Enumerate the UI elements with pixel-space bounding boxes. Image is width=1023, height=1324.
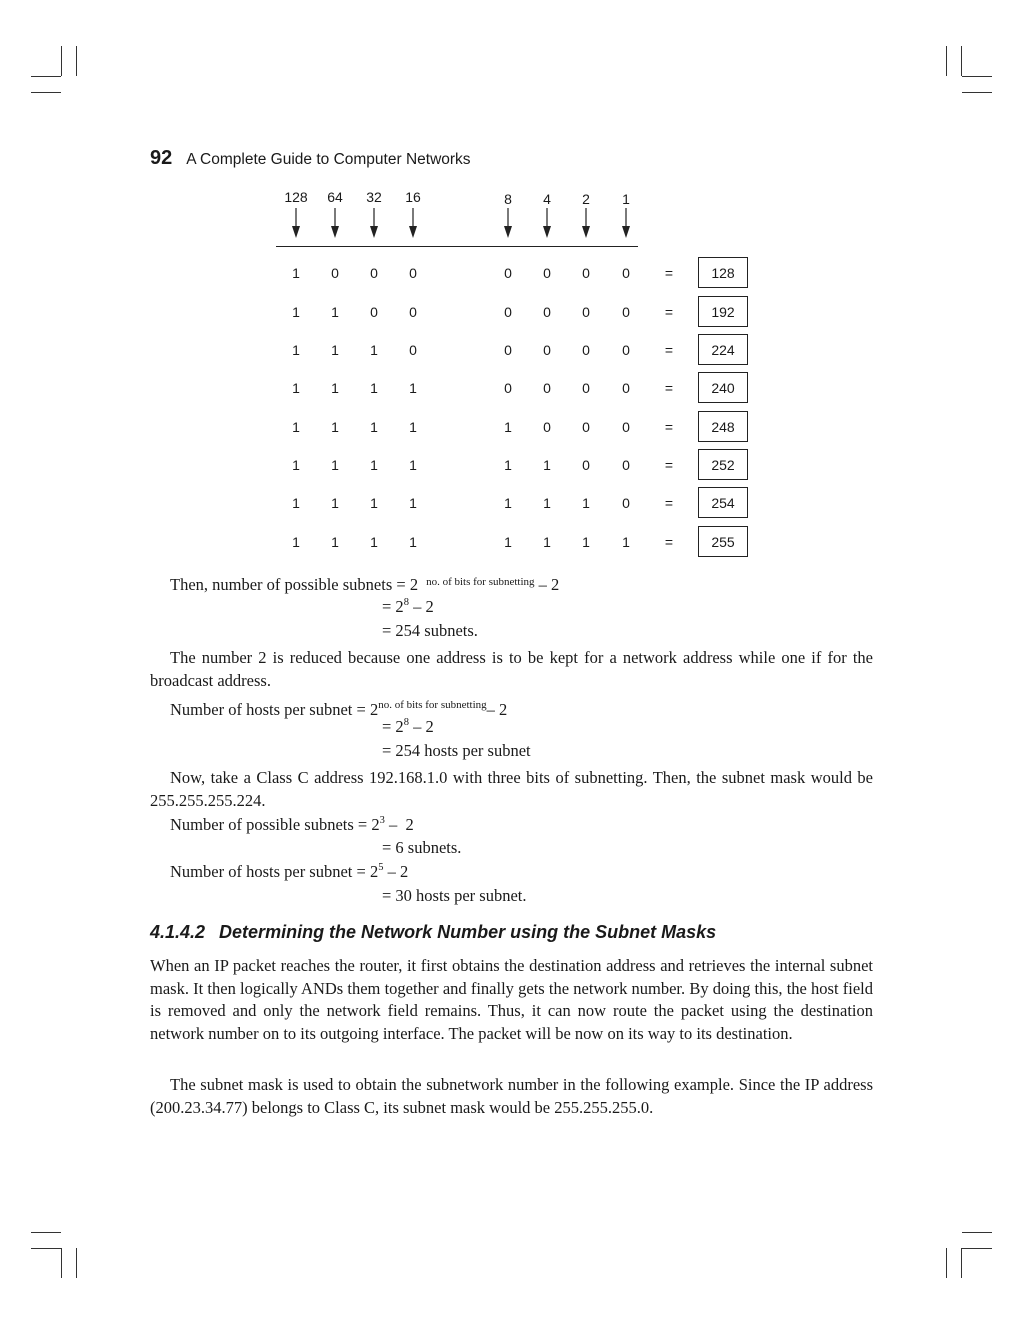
table-divider xyxy=(276,246,638,247)
equals-sign: = xyxy=(664,534,674,550)
section-number: 4.1.4.2 xyxy=(150,922,206,942)
bit-cell: 0 xyxy=(409,265,417,281)
bit-cell: 0 xyxy=(543,419,551,435)
class-c-subnets-result: = 6 subnets. xyxy=(382,838,462,857)
down-arrow-icon xyxy=(620,208,632,238)
bit-cell: 0 xyxy=(504,304,512,320)
bit-cell: 0 xyxy=(409,304,417,320)
bit-cell: 0 xyxy=(543,265,551,281)
mask-value-box: 224 xyxy=(698,334,748,365)
bit-cell: 1 xyxy=(370,380,378,396)
bit-cell: 0 xyxy=(543,342,551,358)
section-title: Determining the Network Number using the Subnet Masks xyxy=(219,922,717,942)
bit-cell: 1 xyxy=(331,304,339,320)
bit-cell: 0 xyxy=(622,495,630,511)
equals-sign: = xyxy=(664,457,674,473)
bit-cell: 0 xyxy=(504,265,512,281)
bit-cell: 1 xyxy=(331,457,339,473)
bit-cell: 0 xyxy=(504,342,512,358)
hosts-substitution-line: = $2^8 - 2$ xyxy=(382,717,434,736)
subnets-formula-line: Then, number of possible subnets = 2 $^{no. of bits for subnetting}$ – 2 xyxy=(170,575,560,594)
equals-sign: = xyxy=(664,265,674,281)
bit-cell: 0 xyxy=(409,342,417,358)
bit-cell: 0 xyxy=(582,419,590,435)
subnets-result-line: = 254 subnets. xyxy=(382,621,478,640)
subnets-substitution-line: = $2^8 - 2$ xyxy=(382,597,434,616)
bit-cell: 0 xyxy=(582,342,590,358)
bit-cell: 1 xyxy=(370,419,378,435)
equals-sign: = xyxy=(664,419,674,435)
mask-value-box: 128 xyxy=(698,257,748,288)
bit-cell: 1 xyxy=(292,495,300,511)
bit-cell: 0 xyxy=(622,265,630,281)
bit-cell: 1 xyxy=(543,495,551,511)
bit-cell: 1 xyxy=(292,265,300,281)
bit-cell: 1 xyxy=(409,419,417,435)
mask-value-box: 252 xyxy=(698,449,748,480)
down-arrow-icon xyxy=(502,208,514,238)
bit-cell: 0 xyxy=(622,342,630,358)
section-heading xyxy=(150,922,716,943)
bit-cell: 0 xyxy=(543,380,551,396)
book-title: A Complete Guide to Computer Networks xyxy=(186,151,471,168)
equals-sign: = xyxy=(664,342,674,358)
bit-weight-label: 2 xyxy=(582,191,590,207)
bit-cell: 0 xyxy=(622,304,630,320)
mask-value-box: 254 xyxy=(698,487,748,518)
paragraph-class-c: Now, take a Class C address 192.168.1.0 with three bits of subnetting. Then, the subnet mask would be 255.255.255.224. xyxy=(150,768,873,810)
bit-cell: 0 xyxy=(370,304,378,320)
bit-weight-label: 64 xyxy=(327,189,343,205)
down-arrow-icon xyxy=(407,208,419,238)
bit-cell: 0 xyxy=(582,380,590,396)
class-c-hosts-formula: Number of hosts per subnet = $2^5 - 2$ xyxy=(170,862,409,881)
bit-cell: 1 xyxy=(409,457,417,473)
bit-cell: 0 xyxy=(331,265,339,281)
mask-value-box: 192 xyxy=(698,296,748,327)
bit-cell: 1 xyxy=(292,534,300,550)
bit-cell: 1 xyxy=(543,534,551,550)
paragraph-subnet-example: The subnet mask is used to obtain the subnetwork number in the following example. Since the IP address (200.23.34.77) belongs to Class C, its subnet mask would be 255.255.255.0. xyxy=(150,1075,873,1117)
bit-weight-label: 128 xyxy=(284,189,308,205)
bit-weight-label: 8 xyxy=(504,191,512,207)
page-number: 92 xyxy=(150,147,173,169)
paragraph-router-and: When an IP packet reaches the router, it first obtains the destination address and retrieves the internal subnet mask. It then logically ANDs them together and finally gets the network number. By doing this, the host field is removed and only the network field remains. Thus, it can now route the packet using the destination network number on to its outgoing interface. The packet will be now on its way to its destination. xyxy=(150,956,873,1043)
bit-cell: 1 xyxy=(331,380,339,396)
bit-cell: 1 xyxy=(543,457,551,473)
down-arrow-icon xyxy=(329,208,341,238)
bit-cell: 1 xyxy=(622,534,630,550)
bit-cell: 1 xyxy=(292,380,300,396)
down-arrow-icon xyxy=(368,208,380,238)
bit-cell: 0 xyxy=(582,304,590,320)
hosts-result-line: = 254 hosts per subnet xyxy=(382,741,531,760)
bit-weight-label: 1 xyxy=(622,191,630,207)
bit-cell: 1 xyxy=(292,342,300,358)
bit-cell: 0 xyxy=(504,380,512,396)
down-arrow-icon xyxy=(580,208,592,238)
bit-cell: 1 xyxy=(504,534,512,550)
bit-cell: 1 xyxy=(504,419,512,435)
bit-cell: 1 xyxy=(409,380,417,396)
bit-cell: 1 xyxy=(370,457,378,473)
bit-weight-label: 4 xyxy=(543,191,551,207)
bit-cell: 0 xyxy=(582,265,590,281)
equals-sign: = xyxy=(664,304,674,320)
bit-cell: 1 xyxy=(370,495,378,511)
mask-value-box: 255 xyxy=(698,526,748,557)
bit-weight-label: 16 xyxy=(405,189,421,205)
equals-sign: = xyxy=(664,495,674,511)
equals-sign: = xyxy=(664,380,674,396)
bit-cell: 0 xyxy=(622,380,630,396)
mask-value-box: 248 xyxy=(698,411,748,442)
bit-cell: 1 xyxy=(331,419,339,435)
bit-cell: 1 xyxy=(331,495,339,511)
mask-value-box: 240 xyxy=(698,372,748,403)
bit-cell: 1 xyxy=(582,534,590,550)
bit-cell: 1 xyxy=(582,495,590,511)
bit-cell: 1 xyxy=(409,495,417,511)
bit-cell: 1 xyxy=(292,457,300,473)
bit-cell: 1 xyxy=(292,419,300,435)
paragraph-broadcast: The number 2 is reduced because one address is to be kept for a network address while one if for the broadcast address. xyxy=(150,648,873,690)
bit-cell: 1 xyxy=(331,534,339,550)
hosts-formula-line: Number of hosts per subnet = $2^{no. of bits for subnetting}-$ 2 xyxy=(170,699,508,719)
bit-cell: 1 xyxy=(504,457,512,473)
down-arrow-icon xyxy=(290,208,302,238)
bit-cell: 1 xyxy=(331,342,339,358)
bit-cell: 1 xyxy=(409,534,417,550)
bit-cell: 1 xyxy=(370,534,378,550)
bit-cell: 0 xyxy=(543,304,551,320)
running-header xyxy=(150,147,471,170)
bit-cell: 1 xyxy=(504,495,512,511)
bit-cell: 0 xyxy=(582,457,590,473)
bit-cell: 1 xyxy=(370,342,378,358)
down-arrow-icon xyxy=(541,208,553,238)
class-c-hosts-result: = 30 hosts per subnet. xyxy=(382,886,527,905)
bit-cell: 0 xyxy=(622,457,630,473)
bit-cell: 1 xyxy=(292,304,300,320)
bit-weight-label: 32 xyxy=(366,189,382,205)
bit-cell: 0 xyxy=(370,265,378,281)
bit-cell: 0 xyxy=(622,419,630,435)
class-c-subnets-formula: Number of possible subnets = $2^3 - 2$ xyxy=(170,815,414,834)
